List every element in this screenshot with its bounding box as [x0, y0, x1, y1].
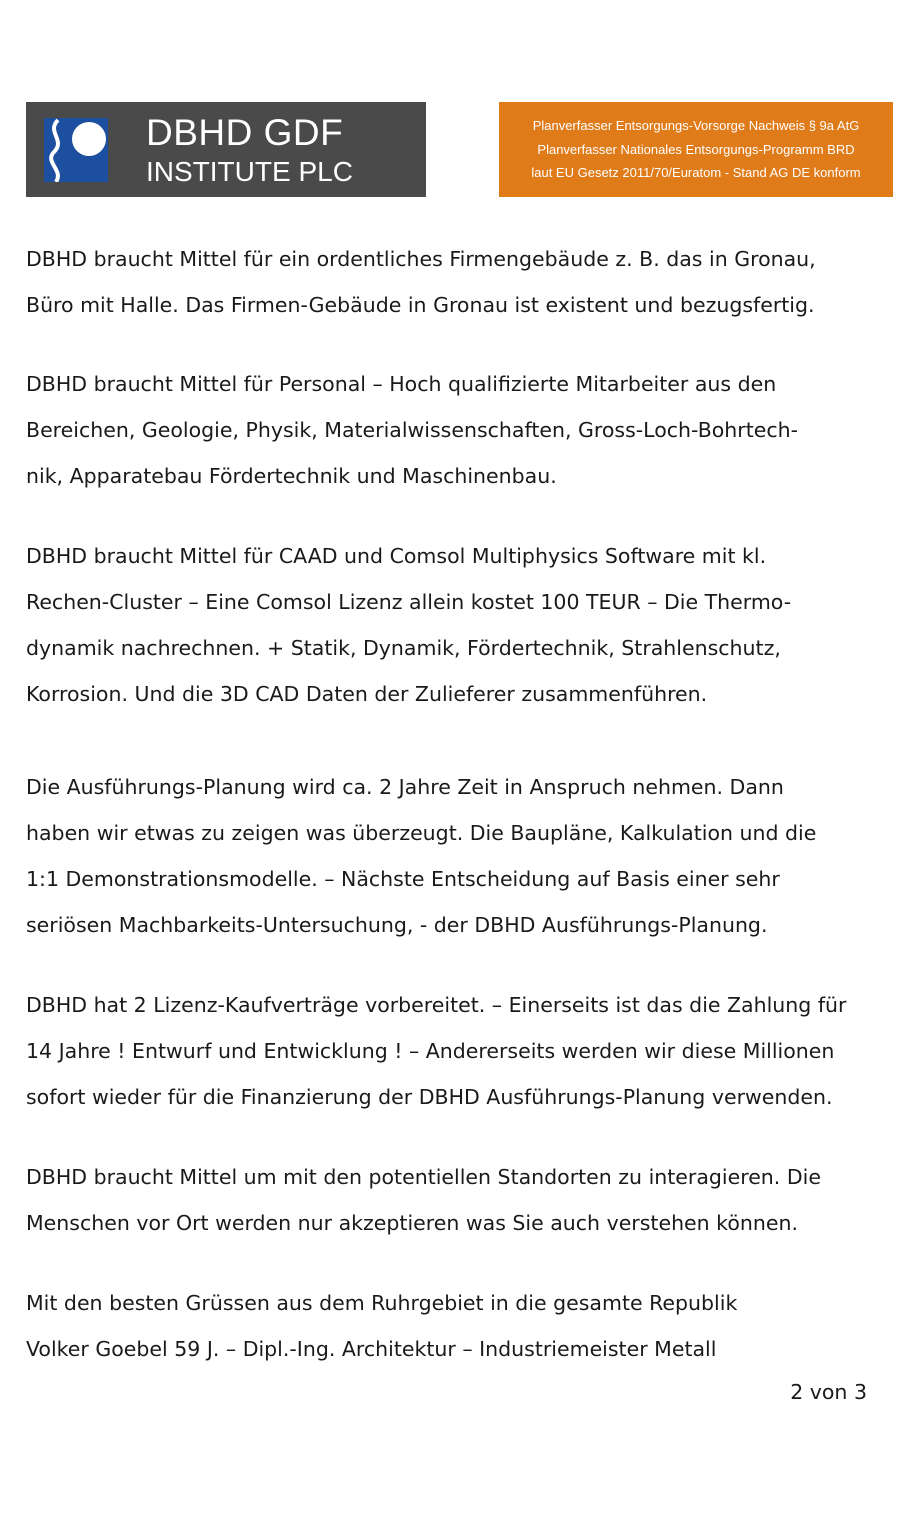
badge-line: Planverfasser Entsorgungs-Vorsorge Nachweis § 9a AtG [532, 118, 860, 133]
logo-mark-icon [44, 118, 108, 182]
text-line: Büro mit Halle. Das Firmen-Gebäude in Gronau ist existent und bezugsfertig. [26, 293, 815, 317]
paragraph [26, 982, 846, 1120]
paragraph [26, 1154, 821, 1246]
page-number: 2 von 3 [790, 1380, 867, 1404]
text-line: haben wir etwas zu zeigen was überzeugt. Die Baupläne, Kalkulation und die [26, 821, 817, 845]
text-line: Rechen-Cluster – Eine Comsol Lizenz allein kostet 100 TEUR – Die Thermo- [26, 590, 792, 614]
text-line: seriösen Machbarkeits-Untersuchung, - der DBHD Ausführungs-Planung. [26, 913, 768, 937]
signature-paragraph [26, 1280, 737, 1372]
text-line: 1:1 Demonstrationsmodelle. – Nächste Entscheidung auf Basis einer sehr [26, 867, 780, 891]
text-line: Die Ausführungs-Planung wird ca. 2 Jahre Zeit in Anspruch nehmen. Dann [26, 775, 784, 799]
text-line: Korrosion. Und die 3D CAD Daten der Zulieferer zusammenführen. [26, 682, 708, 706]
text-line: DBHD hat 2 Lizenz-Kaufverträge vorbereitet. – Einerseits ist das die Zahlung für [26, 993, 847, 1017]
text-line: DBHD braucht Mittel um mit den potentiellen Standorten zu interagieren. Die [26, 1165, 821, 1189]
logo-title: DBHD GDF [146, 112, 344, 153]
text-line: Mit den besten Grüssen aus dem Ruhrgebiet in die gesamte Republik [26, 1291, 738, 1315]
paragraph [26, 236, 816, 328]
logo-subtitle: INSTITUTE PLC [146, 156, 353, 187]
badge-line: laut EU Gesetz 2011/70/Euratom - Stand AG DE konform [531, 165, 861, 180]
text-line: Bereichen, Geologie, Physik, Materialwissenschaften, Gross-Loch-Bohrtech- [26, 418, 799, 442]
text-line: DBHD braucht Mittel für ein ordentliches Firmengebäude z. B. das in Gronau, [26, 247, 816, 271]
paragraph [26, 533, 791, 717]
text-line: Menschen vor Ort werden nur akzeptieren was Sie auch verstehen können. [26, 1211, 798, 1235]
paragraph [26, 764, 816, 948]
text-line: dynamik nachrechnen. + Statik, Dynamik, Fördertechnik, Strahlenschutz, [26, 636, 781, 660]
certification-badge [499, 102, 893, 197]
text-line: DBHD braucht Mittel für Personal – Hoch qualifizierte Mitarbeiter aus den [26, 372, 777, 396]
text-line: 14 Jahre ! Entwurf und Entwicklung ! – Andererseits werden wir diese Millionen [26, 1039, 835, 1063]
text-line: sofort wieder für die Finanzierung der DBHD Ausführungs-Planung verwenden. [26, 1085, 833, 1109]
text-line: Volker Goebel 59 J. – Dipl.-Ing. Architektur – Industriemeister Metall [26, 1337, 717, 1361]
paragraph [26, 361, 798, 499]
text-line: DBHD braucht Mittel für CAAD und Comsol Multiphysics Software mit kl. [26, 544, 767, 568]
badge-line: Planverfasser Nationales Entsorgungs-Programm BRD [537, 141, 855, 157]
company-logo [26, 102, 426, 197]
text-line: nik, Apparatebau Fördertechnik und Maschinenbau. [26, 464, 557, 488]
